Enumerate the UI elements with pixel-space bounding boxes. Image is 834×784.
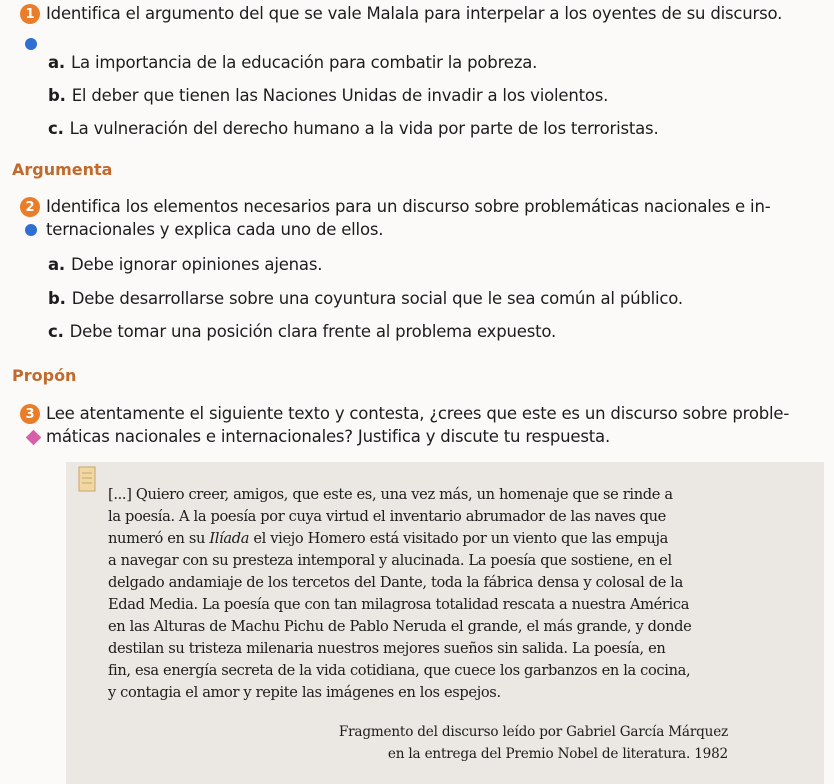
- question-2: [20, 195, 824, 241]
- question-number-badge: 3: [20, 404, 40, 424]
- question-text-line-1: Identifica los elementos necesarios para un discurso sobre problemáticas nacionales e in-: [46, 197, 771, 216]
- option-c: c. La vulneración del derecho humano a la vida por parte de los terroristas.: [48, 119, 659, 138]
- source-line-2: en la entrega del Premio Nobel de literatura. 1982: [387, 746, 728, 762]
- section-heading-propon: Propón: [12, 366, 77, 385]
- quote-line: destilan su tristeza milenaria nuestros mejores sueños sin salida. La poesía, en: [108, 640, 666, 657]
- quote-line: la poesía. A la poesía por cuya virtud el inventario abrumador de las naves que: [108, 508, 666, 525]
- option-b: b. El deber que tienen las Naciones Unidas de invadir a los violentos.: [48, 86, 609, 105]
- question-1: [20, 2, 824, 25]
- quote-line: numeró en su Ilíada el viejo Homero está visitado por un viento que las empuja: [108, 530, 669, 547]
- speech-excerpt: [108, 484, 730, 704]
- section-heading-argumenta: Argumenta: [12, 160, 113, 179]
- blue-dot-icon: [25, 38, 37, 50]
- quote-source: [308, 721, 728, 765]
- option-a: a. La importancia de la educación para combatir la pobreza.: [48, 53, 538, 72]
- question-text-line-2: máticas nacionales e internacionales? Justifica y discute tu respuesta.: [46, 427, 611, 446]
- option-a: a. Debe ignorar opiniones ajenas.: [48, 255, 323, 274]
- quote-line: delgado andamiaje de los tercetos del Dante, toda la fábrica densa y colosal de la: [108, 574, 683, 591]
- question-text-line-2: ternacionales y explica cada uno de ellos.: [46, 220, 384, 239]
- option-b: b. Debe desarrollarse sobre una coyuntura social que le sea común al público.: [48, 289, 683, 308]
- blue-dot-icon: [25, 224, 37, 236]
- source-line-1: Fragmento del discurso leído por Gabriel García Márquez: [338, 724, 728, 740]
- question-number-badge: 1: [20, 4, 40, 24]
- quote-line: a navegar con su presteza intemporal y alucinada. La poesía que sostiene, en el: [108, 552, 672, 569]
- question-3: [20, 402, 824, 448]
- quote-line: fin, esa energía secreta de la vida cotidiana, que cuece los garbanzos en la cocina,: [108, 662, 691, 679]
- option-c: c. Debe tomar una posición clara frente al problema expuesto.: [48, 322, 557, 341]
- quote-line: [...] Quiero creer, amigos, que este es, una vez más, un homenaje que se rinde a: [108, 486, 673, 503]
- question-number-badge: 2: [20, 197, 40, 217]
- question-text-line-1: Lee atentamente el siguiente texto y contesta, ¿crees que este es un discurso sobre proble-: [46, 404, 790, 423]
- quote-line: en las Alturas de Machu Pichu de Pablo Neruda el grande, el más grande, y donde: [108, 618, 692, 635]
- question-text: Identifica el argumento del que se vale Malala para interpelar a los oyentes de su discurso.: [46, 4, 783, 23]
- book-icon: [78, 466, 96, 492]
- quote-line: y contagia el amor y repite las imágenes en los espejos.: [108, 684, 501, 701]
- quote-line: Edad Media. La poesía que con tan milagrosa totalidad rescata a nuestra América: [108, 596, 690, 613]
